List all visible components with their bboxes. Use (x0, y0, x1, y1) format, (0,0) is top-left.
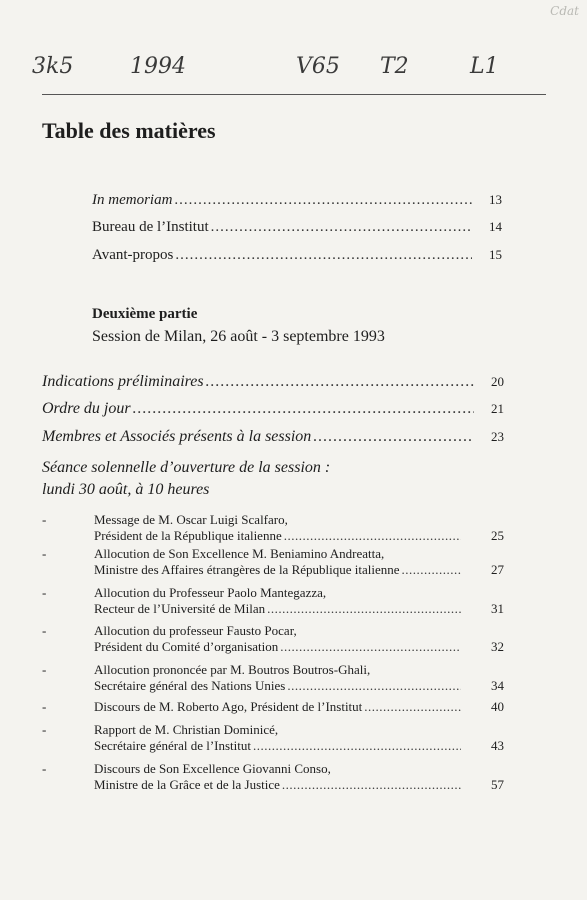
entry-line1: Message de M. Oscar Luigi Scalfaro, (94, 512, 288, 527)
entry-page: 57 (491, 777, 504, 792)
entry-page: 43 (491, 738, 504, 753)
dot-leader (133, 400, 474, 418)
dot-leader (287, 678, 461, 694)
header-rule (42, 94, 546, 95)
toc-entry-page: 13 (489, 192, 502, 207)
entry-line2-text: Ministre de la Grâce et de la Justice (94, 777, 280, 792)
entry-line2-text: Secrétaire général de l’Institut (94, 738, 252, 753)
toc-entry-label: Bureau de l’Institut (92, 219, 209, 235)
ceremony-heading (42, 457, 502, 501)
toc-entry-label: In memoriam (92, 192, 173, 208)
ceremony-heading-line1: Séance solennelle d’ouverture de la session : (42, 459, 331, 476)
toc-entry-front (92, 218, 502, 236)
entry-dash: - (42, 585, 47, 600)
dot-leader (402, 562, 461, 578)
toc-entry-front (92, 246, 502, 264)
handwritten-note-5: L1 (470, 54, 499, 79)
entry-dash: - (42, 662, 47, 677)
toc-entry-main (42, 400, 504, 418)
entry-dash: - (42, 512, 47, 527)
entry-line2-text: Ministre des Affaires étrangères de la République italienne (94, 562, 400, 577)
entry-page: 25 (491, 528, 504, 543)
entry-dash: - (42, 623, 47, 638)
dot-leader (364, 699, 461, 715)
toc-entry-main (42, 373, 504, 391)
entry-line1: Allocution prononcée par M. Boutros Boutros-Ghali, (94, 662, 371, 677)
part-subheading: Session de Milan, 26 août - 3 septembre 1993 (92, 328, 385, 345)
dot-leader (206, 373, 474, 391)
entry-line2 (94, 528, 504, 544)
dot-leader (282, 777, 461, 793)
page-title: Table des matières (42, 118, 216, 143)
handwritten-note-4: T2 (380, 54, 409, 79)
entry-line2 (94, 699, 504, 715)
dot-leader (313, 428, 474, 446)
part-heading: Deuxième partie (92, 306, 198, 322)
entry-line2 (94, 601, 504, 617)
entry-dash: - (42, 699, 47, 714)
entry-line2 (94, 639, 504, 655)
entry-page: 34 (491, 678, 504, 693)
toc-entry-main (42, 428, 504, 446)
toc-entry-page: 20 (491, 374, 504, 389)
dot-leader (253, 738, 461, 754)
entry-line1: Rapport de M. Christian Dominicé, (94, 722, 279, 737)
dot-leader (284, 528, 461, 544)
dot-leader (174, 191, 472, 209)
entry-line2 (94, 562, 504, 578)
dot-leader (280, 639, 461, 655)
handwritten-note-2: 1994 (130, 54, 186, 79)
toc-entry-front (92, 191, 502, 209)
entry-line2-text: Président de la République italienne (94, 528, 282, 543)
entry-page: 32 (491, 639, 504, 654)
entry-dash: - (42, 546, 47, 561)
entry-line2 (94, 777, 504, 793)
entry-line2-text: Président du Comité d’organisation (94, 639, 279, 654)
dot-leader (267, 601, 461, 617)
entry-line2 (94, 738, 504, 754)
dot-leader (175, 246, 472, 264)
corner-pencil-mark: Cdat (550, 4, 579, 18)
handwritten-note-3: V65 (296, 54, 340, 79)
ceremony-heading-line2: lundi 30 août, à 10 heures (42, 481, 210, 498)
entry-line2-text: Recteur de l’Université de Milan (94, 601, 266, 616)
entry-line1: Allocution de Son Excellence M. Beniamino Andreatta, (94, 546, 385, 561)
entry-line1: Allocution du professeur Fausto Pocar, (94, 623, 297, 638)
toc-entry-page: 23 (491, 429, 504, 444)
handwritten-catalog-notes (30, 54, 557, 90)
entry-line2 (94, 678, 504, 694)
toc-entry-label: Avant-propos (92, 247, 174, 263)
toc-entry-label: Indications préliminaires (42, 373, 204, 390)
entry-dash: - (42, 722, 47, 737)
entry-line2-text: Secrétaire général des Nations Unies (94, 678, 286, 693)
entry-dash: - (42, 761, 47, 776)
entry-page: 31 (491, 601, 504, 616)
toc-entry-label: Membres et Associés présents à la session (42, 428, 312, 445)
handwritten-note-1: 3k5 (32, 54, 74, 79)
toc-entry-page: 14 (489, 219, 502, 234)
toc-entry-page: 15 (489, 247, 502, 262)
dot-leader (211, 218, 472, 236)
entry-line1: Allocution du Professeur Paolo Mantegazza, (94, 585, 327, 600)
toc-entry-label: Ordre du jour (42, 400, 131, 417)
entry-line1: Discours de Son Excellence Giovanni Conso, (94, 761, 331, 776)
toc-entry-page: 21 (491, 401, 504, 416)
entry-page: 40 (491, 699, 504, 714)
entry-line2-text: Discours de M. Roberto Ago, Président de l’Institut (94, 699, 363, 714)
entry-page: 27 (491, 562, 504, 577)
